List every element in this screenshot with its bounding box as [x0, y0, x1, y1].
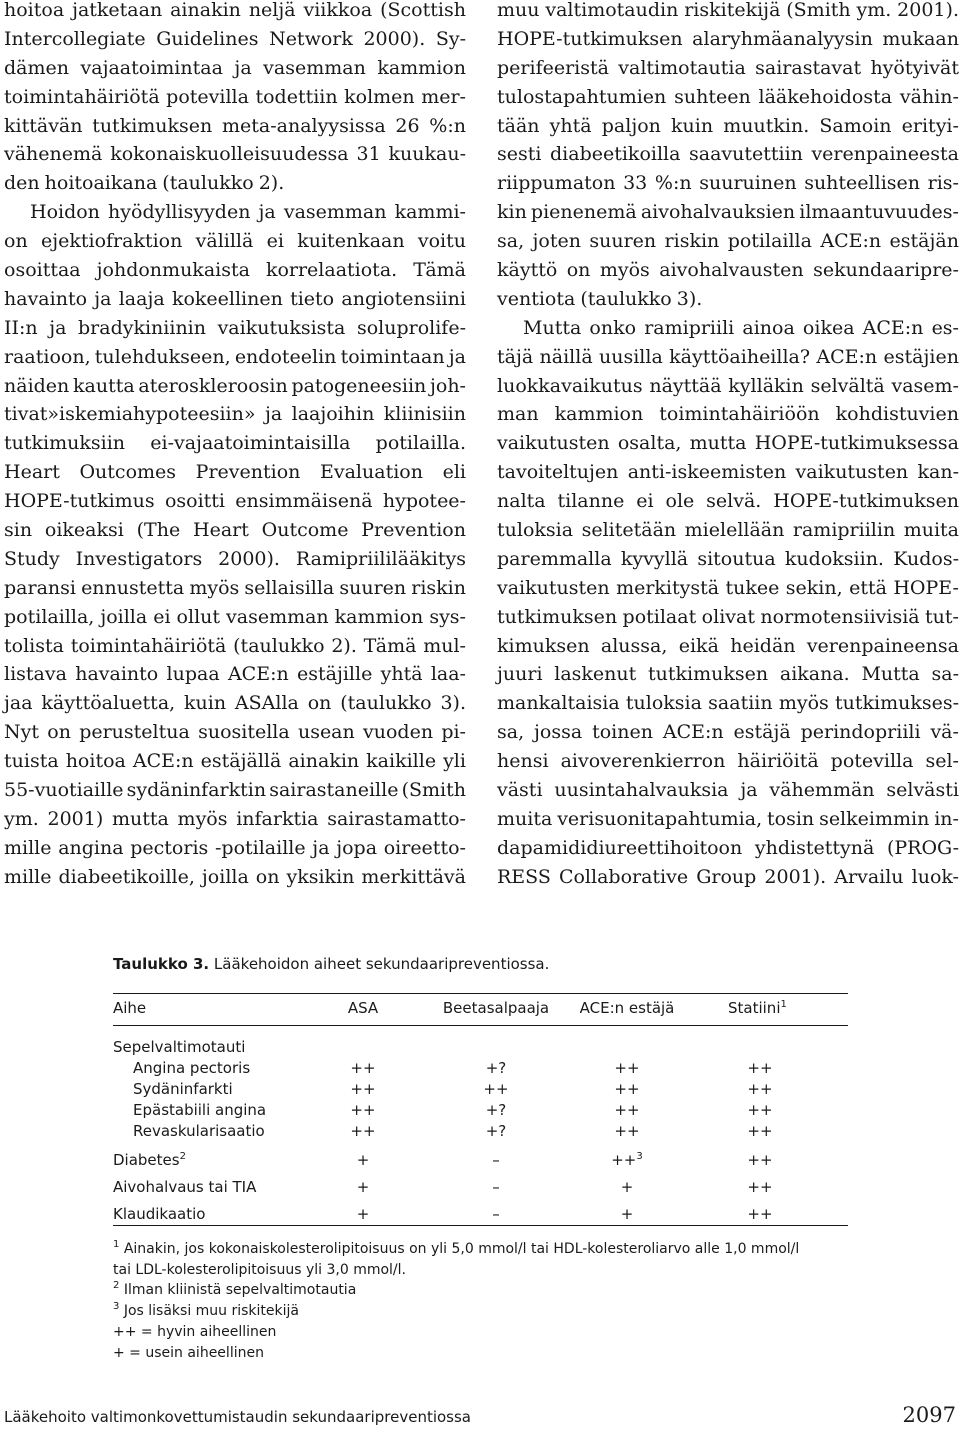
table-cell-stat: ++ — [747, 1151, 773, 1169]
text-line: listava havainto lupaa ACE:n estäjille yhtä laa- — [4, 663, 466, 686]
table-cell-ace: ++ — [614, 1122, 640, 1140]
table-cell-asa: + — [356, 1178, 370, 1196]
page-number: 2097 — [902, 1403, 956, 1427]
text-line: Hoidon hyödyllisyyden ja vasemman kammi- — [30, 201, 466, 224]
text-line: mille angina pectoris -potilaille ja jopa oireetto- — [4, 836, 466, 859]
text-line: ventiota (taulukko 3). — [497, 287, 703, 310]
text-line: nalta tilanne ei ole selvä. HOPE-tutkimuksen — [497, 490, 959, 513]
text-line: paransi ennustetta myös sellaisilla suuren riskin — [4, 576, 466, 599]
footnote-1: $^1$ Ainakin, jos kokonaiskolesterolipitoisuus on yli 5,0 mmol/l tai HDL-kolesteroliarvo alle 1,0 mmol/l — [113, 1239, 800, 1257]
text-line: sesti diabeetikoilla saavutettiin verenpaineesta — [497, 143, 959, 166]
text-line: juuri laskenut tutkimuksen aikana. Mutta sa- — [497, 663, 959, 686]
running-footer-title: Lääkehoito valtimonkovettumistaudin sekundaaripreventiossa — [4, 1408, 471, 1426]
text-line: HOPE-tutkimus osoitti ensimmäisenä hypotee- — [4, 490, 466, 513]
table-cell-beta: – — [492, 1151, 500, 1169]
table-top-rule — [113, 993, 848, 994]
text-line: sin oikeaksi (The Heart Outcome Prevention — [4, 519, 466, 542]
text-line: tään yhtä paljon kuin muutkin. Samoin erityi- — [497, 114, 959, 137]
table-cell-asa: ++ — [350, 1080, 376, 1098]
table-row-label: Epästabiili angina — [133, 1101, 267, 1119]
legend-plusplus: ++ = hyvin aiheellinen — [113, 1324, 277, 1340]
header-beetasalpaaja: Beetasalpaaja — [442, 999, 550, 1017]
table-cell-beta: – — [492, 1205, 500, 1223]
text-line: vaikutusten osalta, mutta HOPE-tutkimuksessa — [497, 432, 959, 455]
table-cell-stat: ++ — [747, 1101, 773, 1119]
legend-plus: + = usein aiheellinen — [113, 1345, 264, 1361]
text-line: hoitoa jatketaan ainakin neljä viikkoa (Scottish — [4, 0, 466, 21]
table-cell-beta: – — [492, 1178, 500, 1196]
table-cell-asa: + — [356, 1151, 370, 1169]
table-cell-asa: ++ — [350, 1122, 376, 1140]
text-line: tavoiteltujen anti-iskeemisten vaikutusten kan- — [497, 461, 959, 484]
text-line: muu valtimotaudin riskitekijä (Smith ym. 2001). — [497, 0, 959, 21]
text-line: tutkimuksiin ei-vajaatoimintaisilla potilailla. — [4, 432, 466, 455]
table-cell-ace: ++ — [614, 1101, 640, 1119]
text-line: tutkimuksen potilaat olivat normotensiivisiä tut- — [497, 605, 959, 628]
text-line: jaa käyttöaluetta, kuin ASAlla on (taulukko 3). — [4, 692, 466, 715]
text-line: täjä näillä uusilla käyttöaiheilla? ACE:n estäjien — [497, 345, 959, 368]
text-line: Intercollegiate Guidelines Network 2000). Sy- — [4, 27, 466, 50]
text-line: RESS Collaborative Group 2001). Arvailu luok- — [497, 865, 959, 888]
text-line: dämen vajaatoimintaa ja vasemman kammion — [4, 56, 466, 79]
text-line: paremmalla kyvyllä sitoutua kudoksiin. Kudos- — [497, 547, 959, 570]
text-line: käyttö on myös aivohalvausten sekundaaripre- — [497, 259, 959, 282]
text-line: tuloksia selitetään mielellään ramipriilin muita — [497, 519, 959, 542]
table-row-label: Klaudikaatio — [113, 1205, 206, 1223]
text-line: perifeeristä valtimotautia sairastavat hyötyivät — [497, 56, 959, 79]
table-caption-text: Lääkehoidon aiheet sekundaaripreventiossa. — [213, 955, 550, 973]
table-cell-ace: + — [620, 1178, 634, 1196]
text-line: osoittaa johdonmukaista korrelaatiota. Tämä — [4, 259, 466, 282]
text-line: dapamididiureettihoitoon yhdistettynä (PROG- — [497, 836, 959, 859]
text-line: vähenemä kokonaiskuolleisuudessa 31 kuukau- — [4, 143, 466, 166]
text-line: tulostapahtumien suhteen lääkehoidosta vähin- — [497, 85, 959, 108]
table-cell-stat: ++ — [747, 1080, 773, 1098]
table-cell-ace: + — [620, 1205, 634, 1223]
text-line: riippumaton 33 %:n suuruinen suhteellisen ris- — [497, 172, 959, 195]
header-aihe: Aihe — [113, 999, 147, 1017]
text-line: on ejektiofraktion välillä ei kuitenkaan voitu — [4, 230, 466, 253]
text-line: luokkavaikutus näyttää kylläkin selvältä vasem- — [497, 374, 959, 397]
table-cell-beta: +? — [485, 1059, 507, 1077]
table-cell-ace: ++$^3$ — [611, 1151, 643, 1169]
table-cell-stat: ++ — [747, 1059, 773, 1077]
text-line: den hoitoaikana (taulukko 2). — [4, 172, 285, 195]
text-line: Study Investigators 2000). Ramipriililääkitys — [4, 547, 466, 570]
text-line: man kammion toimintahäiriöön kohdistuvien — [497, 403, 959, 426]
table-cell-beta: +? — [485, 1101, 507, 1119]
table-cell-stat: ++ — [747, 1205, 773, 1223]
table-row-label: Sydäninfarkti — [133, 1080, 233, 1098]
text-line: tuista hoitoa ACE:n estäjällä ainakin kaikille yli — [4, 750, 466, 773]
footnote-1-cont: tai LDL-kolesterolipitoisuus yli 3,0 mmol/l. — [113, 1262, 406, 1278]
header-ace: ACE:n estäjä — [579, 999, 675, 1017]
text-line: raatioon, tulehdukseen, endoteelin toimintaan ja — [4, 345, 466, 368]
table-row-label: Revaskularisaatio — [133, 1122, 265, 1140]
table-row-label: Aivohalvaus tai TIA — [113, 1178, 257, 1196]
table-caption — [113, 955, 549, 973]
text-line: Nyt on perusteltua suositella usean vuoden pi- — [4, 721, 466, 744]
text-line: sa, jossa toinen ACE:n estäjä perindopriili vä- — [497, 721, 959, 744]
table-bottom-rule — [113, 1225, 848, 1226]
text-line: västi uusintahalvauksia ja vähemmän selvästi — [497, 779, 959, 802]
text-line: tolista toimintahäiriötä (taulukko 2). Tämä mul- — [4, 634, 466, 657]
text-line: näiden kautta ateroskleroosin patogeneesiin joh- — [4, 374, 466, 397]
text-line: potilailla, joilla ei ollut vasemman kammion sys- — [4, 605, 466, 628]
text-line: mankaltaisia tuloksia saatiin myös tutkimukses- — [497, 692, 959, 715]
text-line: hensi aivoverenkierron häiriöitä potevilla sel- — [497, 750, 959, 773]
text-line: II:n ja bradykiniinin vaikutuksista soluprolife- — [4, 316, 466, 339]
text-line: havainto ja laaja kokeellinen tieto angiotensiini — [4, 287, 466, 310]
table-cell-beta: ++ — [483, 1080, 509, 1098]
table-cell-beta: +? — [485, 1122, 507, 1140]
table-caption-label: Taulukko 3. — [113, 955, 210, 973]
table-cell-stat: ++ — [747, 1122, 773, 1140]
table-cell-asa: ++ — [350, 1059, 376, 1077]
text-line: vaikutusten merkitystä tukee sekin, että HOPE- — [497, 576, 959, 599]
table-cell-ace: ++ — [614, 1059, 640, 1077]
text-line: HOPE-tutkimuksen alaryhmäanalyysin mukaan — [497, 27, 959, 50]
text-line: sa, joten suuren riskin potilailla ACE:n estäjän — [497, 230, 959, 253]
table-row-label: Diabetes$^2$ — [113, 1151, 186, 1169]
table-cell-stat: ++ — [747, 1178, 773, 1196]
footnote-2: $^2$ Ilman kliinistä sepelvaltimotautia — [113, 1280, 357, 1298]
table-cell-ace: ++ — [614, 1080, 640, 1098]
text-line: mille diabeetikoille, joilla on yksikin merkittävä — [4, 865, 466, 888]
table-row-label: Angina pectoris — [133, 1059, 251, 1077]
text-line: ym. 2001) mutta myös infarktia sairastamatto- — [4, 807, 466, 830]
table-header-rule — [113, 1025, 848, 1026]
group-label: Sepelvaltimotauti — [113, 1038, 246, 1056]
table-cell-asa: ++ — [350, 1101, 376, 1119]
header-statiini: Statiini$^1$ — [728, 999, 787, 1017]
text-line: kimuksen alussa, eikä heidän verenpaineensa — [497, 634, 959, 657]
table-cell-asa: + — [356, 1205, 370, 1223]
text-line: 55-vuotiaille sydäninfarktin sairastaneille (Smith — [4, 779, 466, 802]
text-line: kittävän tutkimuksen meta-analyysissa 26 %:n — [4, 114, 466, 137]
text-line: tivat»iskemiahypoteesiin» ja laajoihin kliinisiin — [4, 403, 466, 426]
right-text-column — [497, 0, 959, 892]
text-line: toimintahäiriötä potevilla todettiin kolmen mer- — [4, 85, 466, 108]
header-asa: ASA — [347, 999, 379, 1017]
text-line: Mutta onko ramipriili ainoa oikea ACE:n es- — [523, 316, 959, 339]
text-line: kin pienenemä aivohalvauksien ilmaantuvuudes- — [497, 201, 959, 224]
text-line: muita verisuonitapahtumia, tosin selkeimmin in- — [497, 807, 959, 830]
left-text-column — [4, 0, 466, 892]
footnote-3: $^3$ Jos lisäksi muu riskitekijä — [113, 1301, 299, 1319]
text-line: Heart Outcomes Prevention Evaluation eli — [4, 461, 466, 484]
